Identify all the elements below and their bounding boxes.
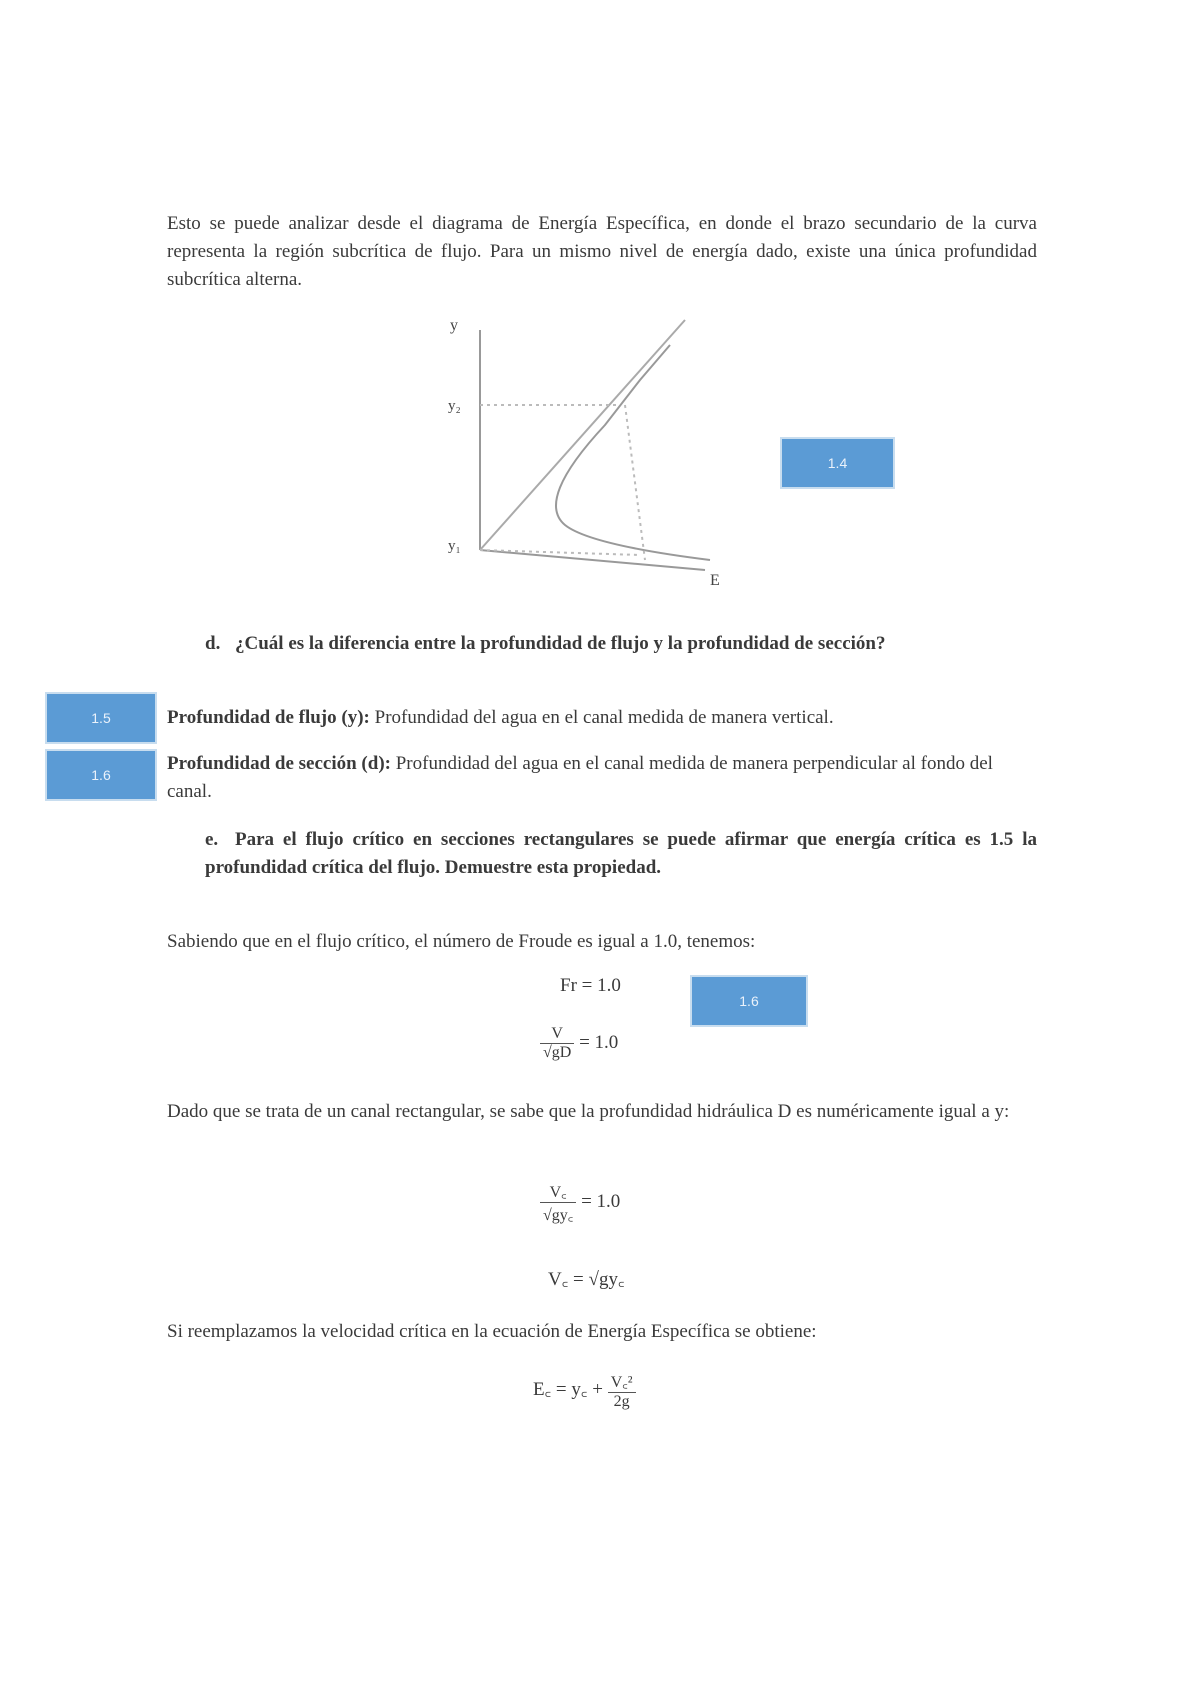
definition-section-text: Profundidad del agua en el canal medida de manera perpendicular al fondo del canal. [167,753,993,802]
equation2-denominator: √gD [543,1044,572,1061]
froude-paragraph: Sabiendo que en el flujo crítico, el número de Froude es igual a 1.0, tenemos: [167,931,756,952]
definition-section-term: Profundidad de sección (d): [167,753,391,774]
question-e [205,826,1037,882]
definition-flow-term: Profundidad de flujo (y): [167,707,370,728]
question-d [205,630,1037,658]
equation-froude [560,975,621,997]
equation-critical-velocity-ratio [540,1180,620,1225]
question-d-label: d. [205,633,221,654]
specific-energy-diagram [440,310,760,590]
intro-paragraph: Esto se puede analizar desde el diagrama de Energía Específica, en donde el brazo secundario de la curva representa la región subcrítica de flujo. Para un mismo nivel de energía dado, existe una única profundidad subcrítica alterna. [167,213,1037,290]
diagram-label-y1: y₁ [448,538,461,554]
annotation-badge-2[interactable]: 1.5 [45,692,157,744]
definition-flow-text: Profundidad del agua en el canal medida de manera vertical. [369,707,834,728]
annotation-badge-1[interactable]: 1.4 [780,437,895,489]
question-e-text: Para el flujo crítico en secciones rectangulares se puede afirmar que energía crítica es 1.5 la profundidad crítica del flujo. Demuestre esta propiedad. [205,829,1037,878]
equation2-rhs: = 1.0 [579,1031,619,1053]
diagram-label-y: y [450,317,458,334]
equation-froude-rhs: = 1.0 [581,975,621,996]
dashed-vertical [625,405,645,560]
equation3-numerator: V꜀ [540,1180,576,1203]
equation-froude-lhs: Fr [560,975,577,996]
diagram-label-E: E [710,572,720,589]
annotation-badge-4[interactable]: 1.6 [690,975,808,1027]
definition-flow-depth [167,704,1037,732]
equation5-numerator: V꜀² [608,1370,636,1393]
question-d-text: ¿Cuál es la diferencia entre la profundidad de flujo y la profundidad de sección? [235,633,886,654]
diagram-45deg-line [480,320,685,550]
equation5-lhs: E꜀ = y꜀ + [533,1378,603,1400]
equation-velocity-froude [540,1025,618,1062]
replace-paragraph: Si reemplazamos la velocidad crítica en la ecuación de Energía Específica se obtiene: [167,1321,817,1342]
question-e-label: e. [205,829,219,850]
rectangular-paragraph: Dado que se trata de un canal rectangular, se sabe que la profundidad hidráulica D es numéricamente igual a y: [167,1101,1010,1122]
definition-section-depth [167,750,1037,806]
annotation-badge-3[interactable]: 1.6 [45,749,157,801]
diagram-label-y2: y₂ [448,398,461,414]
equation-critical-velocity: V꜀ = √gy꜀ [548,1269,625,1290]
equation3-rhs: = 1.0 [581,1190,621,1212]
equation-critical-energy [533,1370,636,1411]
equation2-numerator: V [540,1025,574,1044]
equation5-denominator: 2g [613,1393,630,1410]
equation3-denominator: √gy꜀ [543,1207,574,1224]
